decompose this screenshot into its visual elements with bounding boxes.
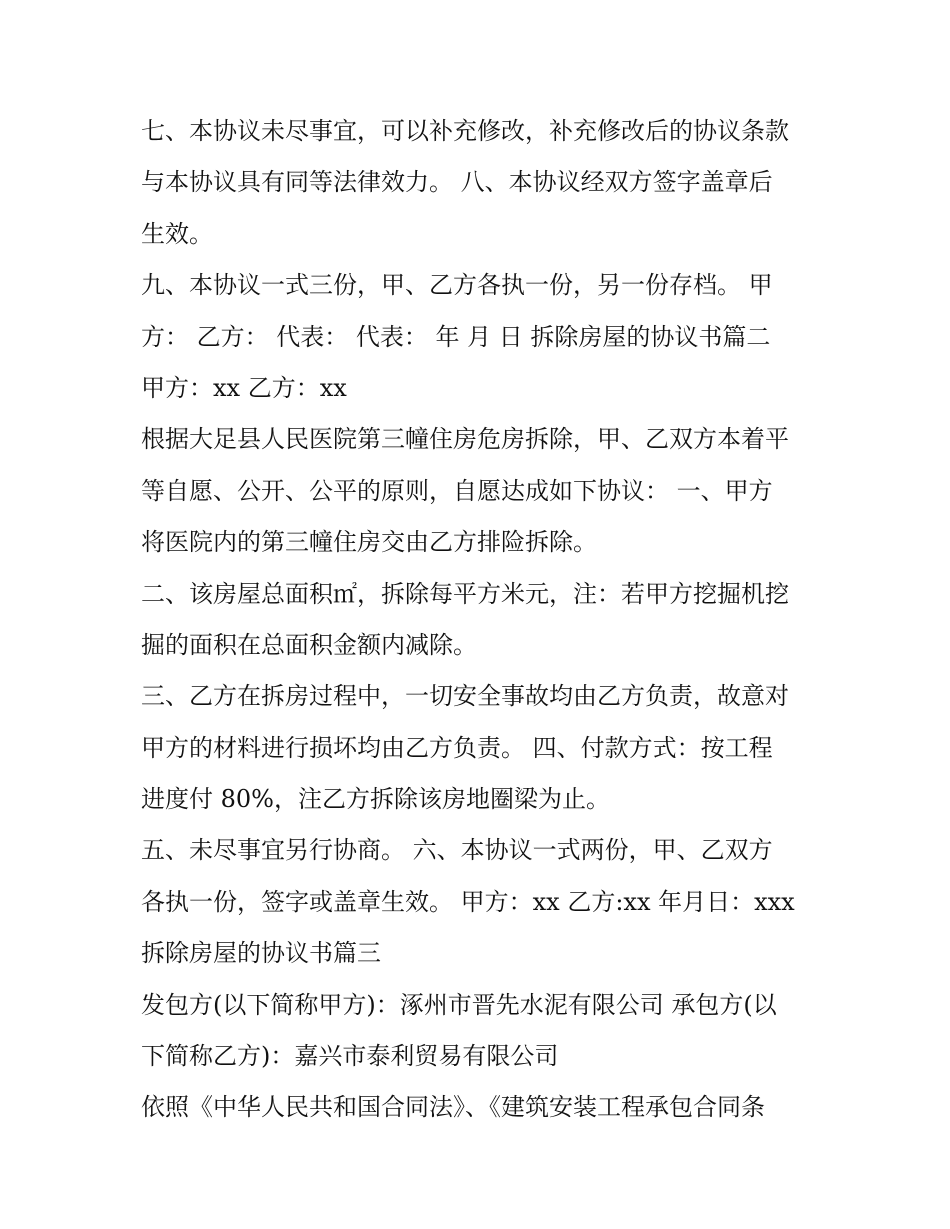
text-line: 发包方(以下简称甲方)：涿州市晋先水泥有限公司 承包方(以: [141, 990, 777, 1019]
text-line: 下简称乙方)：嘉兴市泰利贸易有限公司: [141, 1042, 559, 1071]
text-line: 方： 乙方： 代表： 代表： 年 月 日 拆除房屋的协议书篇二: [141, 322, 771, 351]
text-line: 将医院内的第三幢住房交由乙方排险拆除。: [141, 528, 597, 557]
text-line: 与本协议具有同等法律效力。 八、本协议经双方签字盖章后: [141, 168, 773, 197]
text-line: 七、本协议未尽事宜，可以补充修改，补充修改后的协议条款: [141, 117, 789, 145]
text-line: 生效。: [141, 219, 213, 248]
text-line: 甲方的材料进行损坏均由乙方负责。 四、付款方式：按工程: [141, 733, 773, 762]
text-line: 九、本协议一式三份，甲、乙方各执一份，另一份存档。 甲: [141, 271, 773, 300]
section-heading: 拆除房屋的协议书篇三: [141, 939, 381, 968]
text-line: 掘的面积在总面积金额内减除。: [141, 630, 477, 659]
text-line: 各执一份，签字或盖章生效。 甲方：xx 乙方:xx 年月日：xxx: [141, 887, 795, 916]
text-line: 甲方：xx 乙方：xx: [141, 373, 347, 402]
document-body: [141, 106, 821, 1134]
text-line: 等自愿、公开、公平的原则，自愿达成如下协议： 一、甲方: [141, 476, 773, 505]
text-line: 根据大足县人民医院第三幢住房危房拆除，甲、乙双方本着平: [141, 425, 789, 454]
text-line: 依照《中华人民共和国合同法》、《建筑安装工程承包合同条: [141, 1093, 765, 1122]
text-line: 二、该房屋总面积㎡，拆除每平方米元，注：若甲方挖掘机挖: [141, 579, 789, 608]
text-line: 进度付 80%，注乙方拆除该房地圈梁为止。: [141, 785, 610, 814]
text-line: 五、未尽事宜另行协商。 六、本协议一式两份，甲、乙双方: [141, 836, 773, 865]
text-line: 三、乙方在拆房过程中，一切安全事故均由乙方负责，故意对: [141, 682, 789, 711]
